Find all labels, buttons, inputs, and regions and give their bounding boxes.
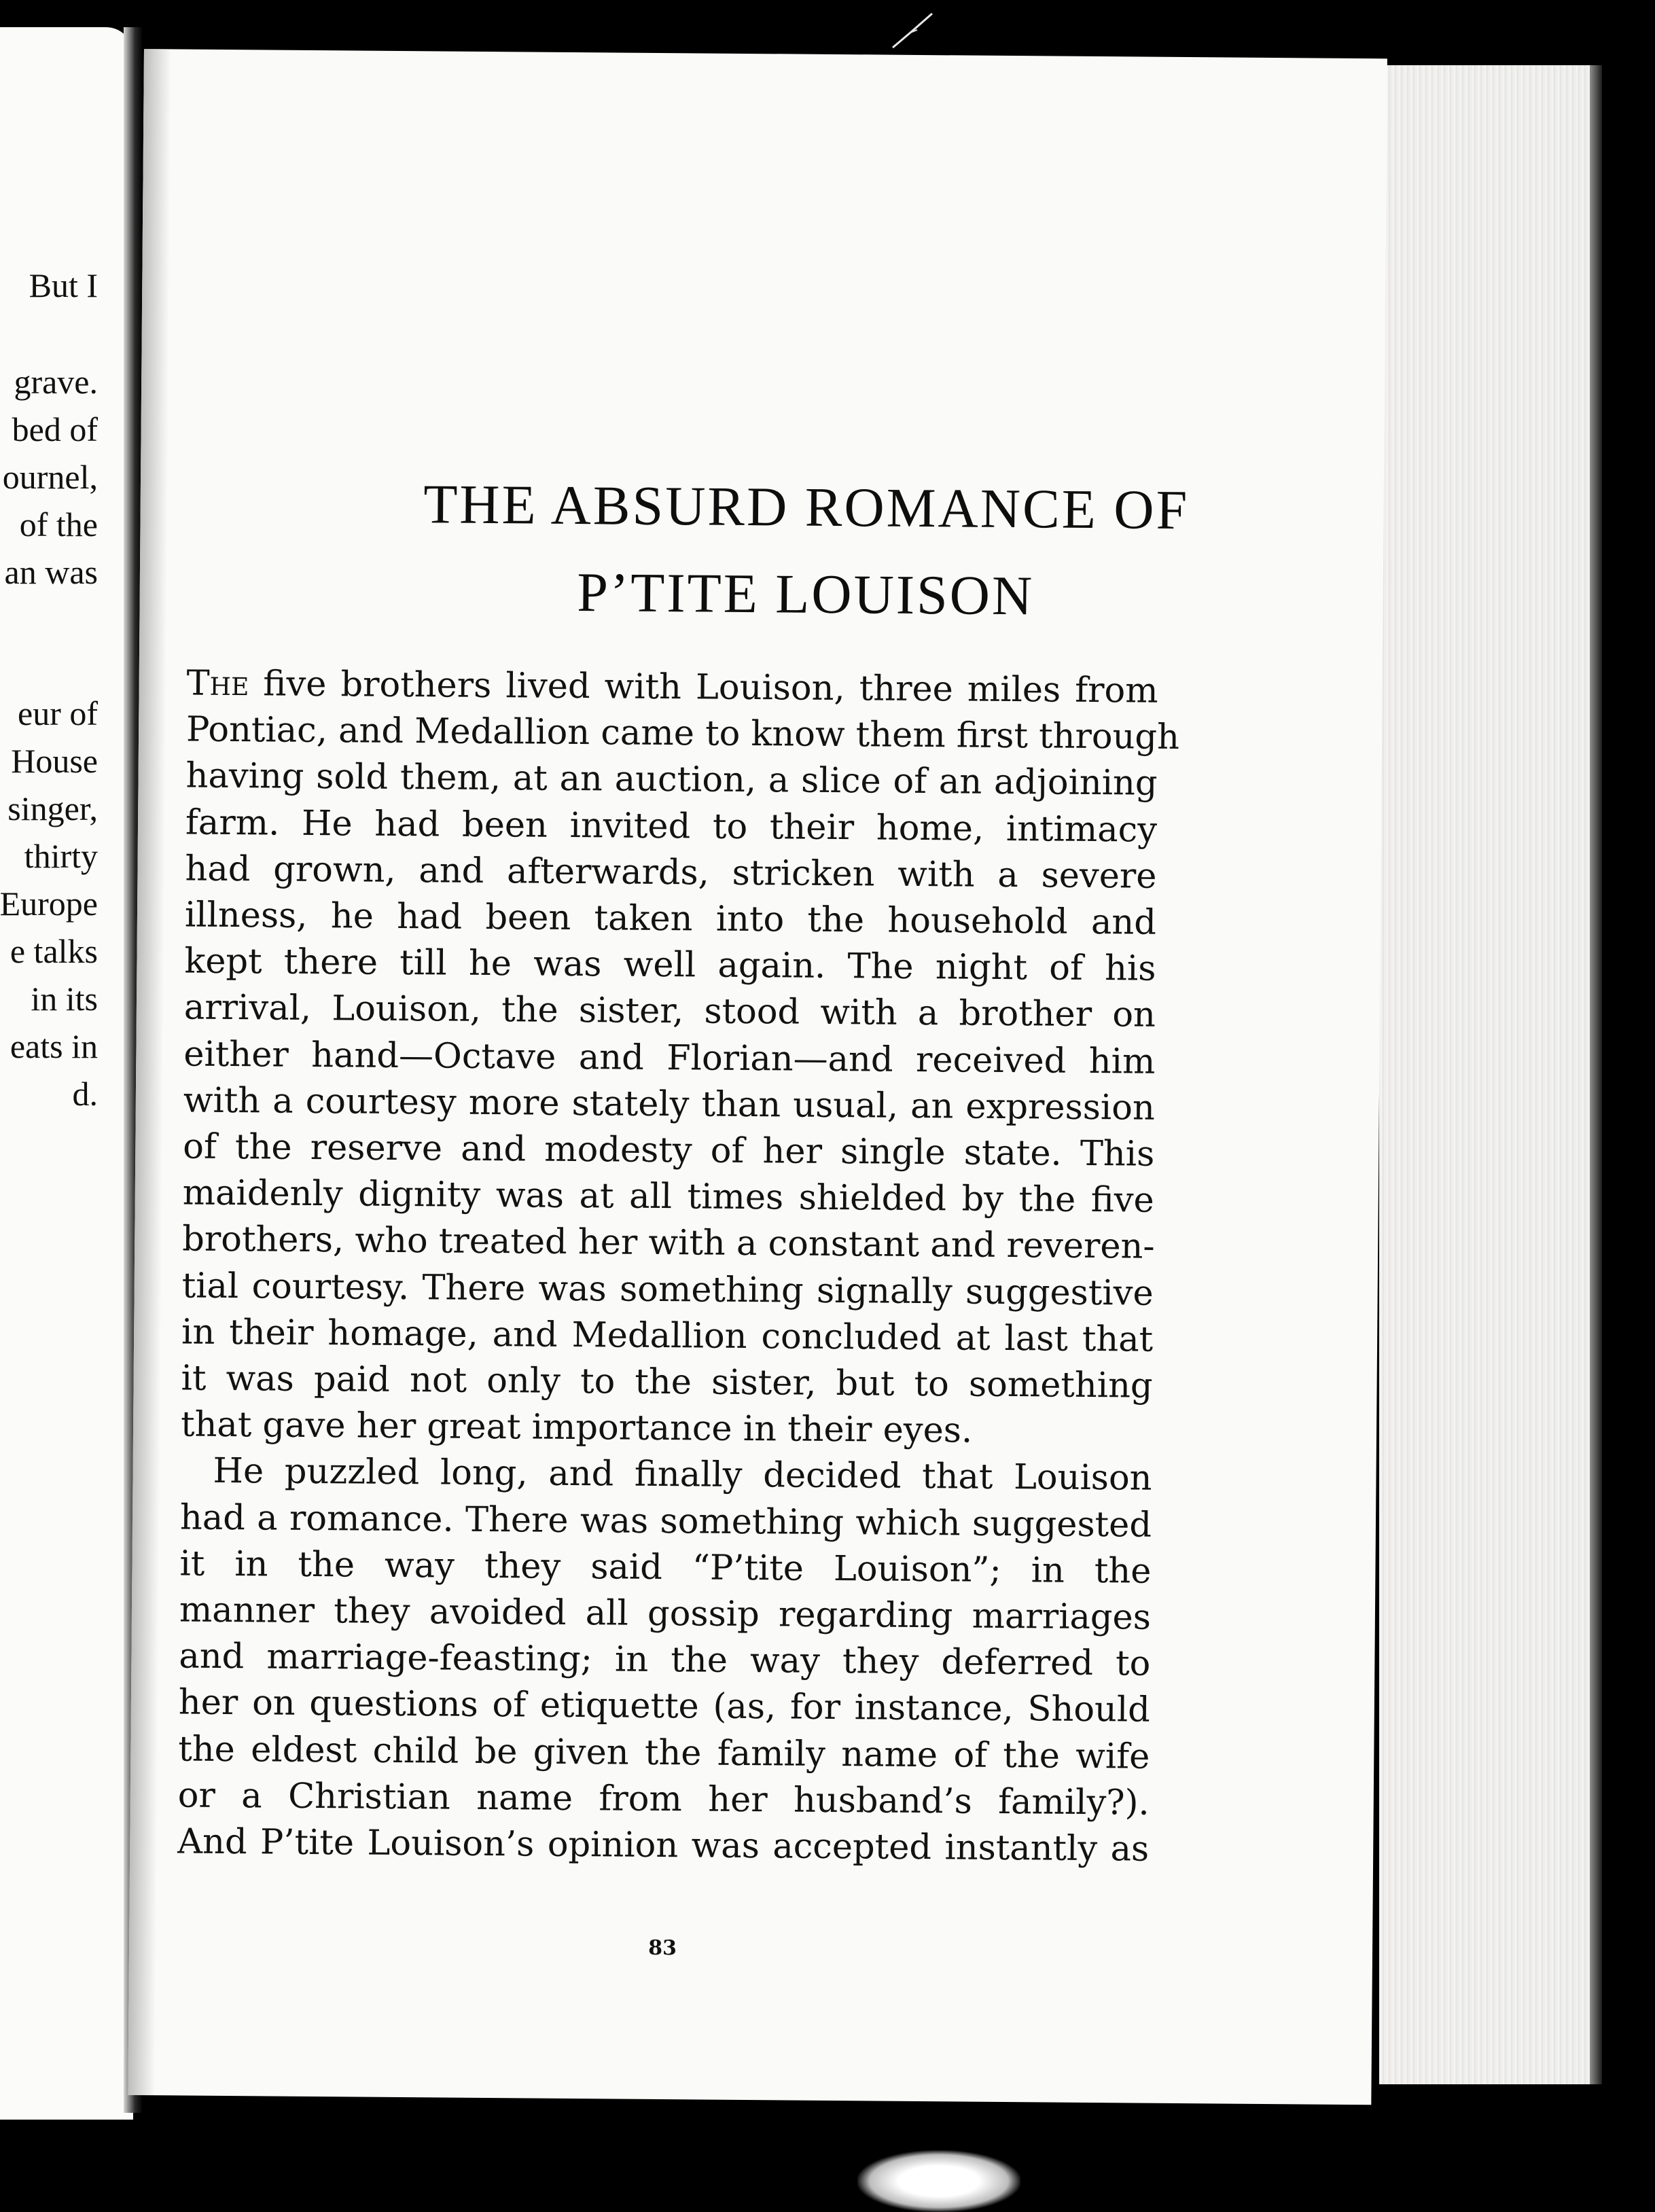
text-line: the eldest child be given the family name of the wife (178, 1729, 1150, 1777)
facing-page-line: ournel, (2, 458, 98, 496)
text-line: had a romance. There was something which suggested (179, 1497, 1152, 1546)
scan-scratch-mark (890, 10, 938, 50)
facing-page-line: eur of (18, 694, 98, 732)
text-line: either hand—Octave and Florian—and received him (183, 1034, 1156, 1082)
facing-page-line: thirty (24, 837, 98, 875)
text-line: in their homage, and Medallion concluded at last that (181, 1312, 1154, 1360)
page-number: 83 (648, 1936, 677, 1961)
text-line: farm. He had been invited to their home, intimacy (185, 802, 1158, 851)
facing-page-line: an was (4, 553, 98, 591)
text-line: it was paid not only to the sister, but to something (181, 1358, 1153, 1406)
book-page (128, 49, 1387, 2105)
facing-page-line: bed of (12, 410, 98, 448)
facing-page-line: singer, (7, 789, 98, 827)
facing-page-line: But I (29, 266, 98, 304)
chapter-title-line-2: P’TITE LOUISON (576, 561, 1035, 627)
text-line: He puzzled long, and finally decided that Louison (213, 1451, 1152, 1499)
chapter-body (177, 661, 1180, 1873)
text-line: illness, he had been taken into the household and (184, 895, 1157, 943)
text-line: maidenly dignity was at all times shielded by the five (182, 1173, 1154, 1221)
text-line-rest: five brothers lived with Louison, three miles from (249, 664, 1158, 711)
facing-page-line: eats in (10, 1027, 98, 1065)
facing-page-line: House (11, 742, 98, 780)
text-line: had grown, and afterwards, stricken with a severe (185, 849, 1157, 897)
text-line: Pontiac, and Medallion came to know them first through (185, 709, 1180, 758)
text-line: And P’tite Louison’s opinion was accepted instantly as (177, 1821, 1150, 1870)
text-line: with a courtesy more stately than usual, an expression (183, 1080, 1156, 1128)
text-line: that gave her great importance in their eyes. (180, 1404, 973, 1451)
text-line: tial courtesy. There was something signally suggestive (181, 1266, 1154, 1314)
text-line: manner they avoided all gossip regarding marriages (179, 1590, 1152, 1638)
text-line: of the reserve and modesty of her single state. This (183, 1126, 1155, 1175)
page-stack-edge (1379, 65, 1601, 2084)
facing-page-line: in its (31, 980, 98, 1018)
text-line: having sold them, at an auction, a slice of an adjoining (185, 755, 1158, 804)
drop-word: The (186, 663, 249, 704)
scan-glare-spot (857, 2150, 1020, 2212)
text-line: brothers, who treated her with a constant and reveren- (182, 1219, 1155, 1268)
facing-page-line: of the (19, 505, 98, 543)
text-line: and marriage-feasting; in the way they deferred to (179, 1636, 1151, 1684)
facing-page-line: grave. (14, 363, 98, 401)
text-line: or a Christian name from her husband’s family?). (177, 1775, 1150, 1823)
text-line: it in the way they said “P’tite Louison”; in the (179, 1544, 1152, 1592)
facing-page-line: Europe (0, 885, 98, 923)
book-fore-edge-shadow (1590, 65, 1602, 2084)
text-line: her on questions of etiquette (as, for instance, Should (178, 1682, 1151, 1731)
chapter-title-line-1: THE ABSURD ROMANCE OF (423, 473, 1190, 541)
text-line: kept there till he was well again. The night of his (184, 941, 1156, 989)
facing-page-line: e talks (10, 932, 98, 970)
text-line: arrival, Louison, the sister, stood with a brother on (183, 987, 1156, 1036)
facing-page (0, 27, 133, 2120)
facing-page-line: d. (72, 1075, 98, 1113)
text-line (186, 661, 1158, 715)
